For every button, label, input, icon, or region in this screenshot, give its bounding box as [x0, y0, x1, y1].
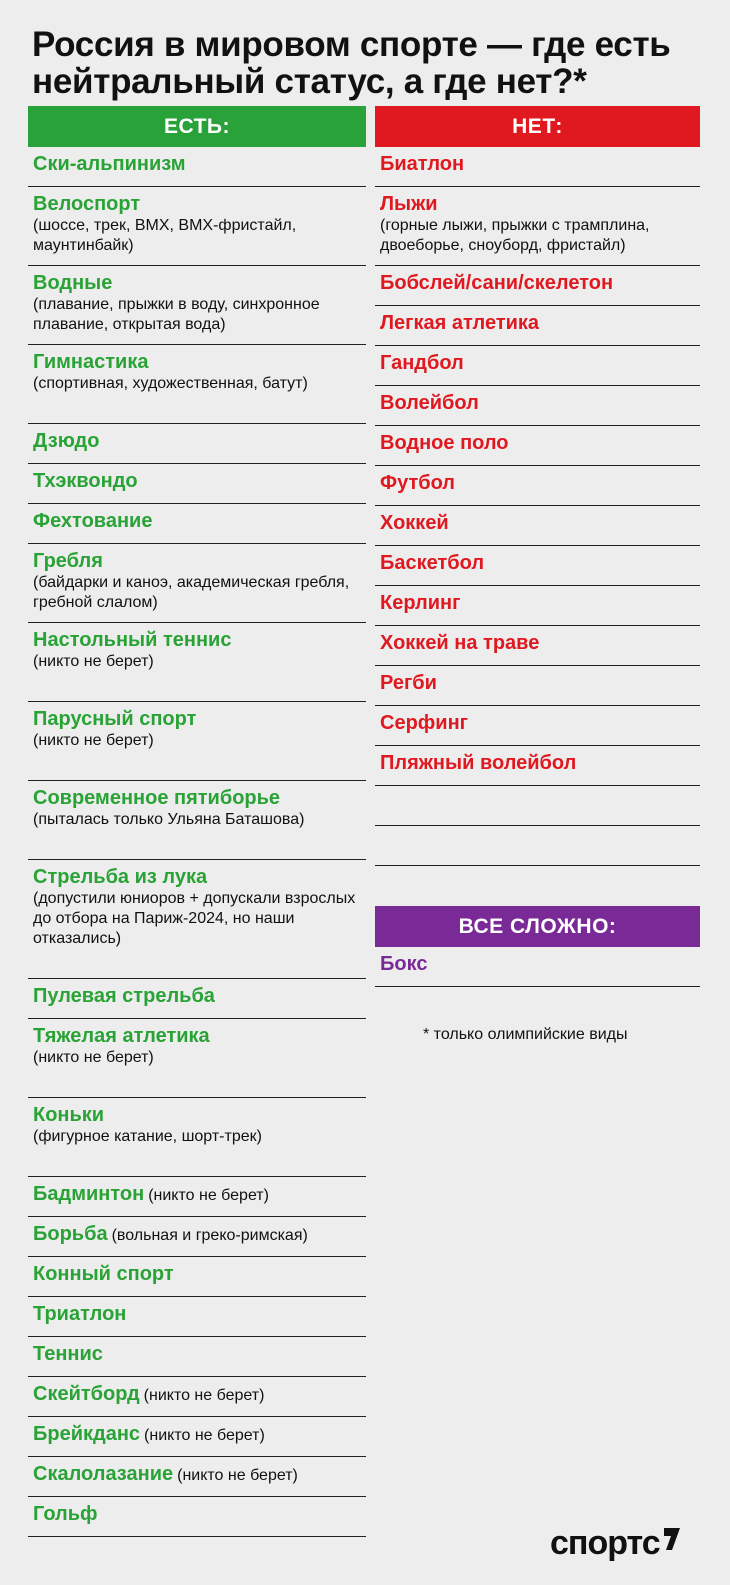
yes-row	[28, 464, 366, 504]
sport-subtitle: (горные лыжи, прыжки с трамплина, двоеборье, сноуборд, фристайл)	[380, 217, 650, 254]
yes-row	[28, 187, 366, 266]
sport-subtitle: (пыталась только Ульяна Баташова)	[33, 811, 305, 828]
sport-name: Футбол	[380, 472, 456, 494]
yes-row	[28, 1337, 366, 1377]
sport-name: Фехтование	[33, 510, 153, 532]
sport-name: Дзюдо	[33, 430, 100, 452]
sport-name: Биатлон	[380, 153, 465, 175]
no-row	[375, 466, 700, 506]
yes-row	[28, 424, 366, 464]
sport-name: Баскетбол	[380, 552, 485, 574]
yes-row	[28, 544, 366, 623]
sport-name: Керлинг	[380, 592, 461, 614]
no-row	[375, 506, 700, 546]
sport-name: Гребля	[33, 550, 103, 572]
sport-subtitle: (фигурное катание, шорт-трек)	[33, 1128, 262, 1145]
sport-name: Бадминтон (никто не берет)	[33, 1183, 269, 1205]
sport-note: (никто не берет)	[143, 1387, 265, 1404]
sport-name: Пулевая стрельба	[33, 985, 215, 1007]
column-yes-header: ЕСТЬ:	[28, 106, 366, 147]
yes-row	[28, 860, 366, 979]
yes-row	[28, 623, 366, 702]
yes-row	[28, 1177, 366, 1217]
mixed-row	[375, 947, 700, 987]
yes-row	[28, 266, 366, 345]
yes-row	[28, 1297, 366, 1337]
sport-name: Волейбол	[380, 392, 479, 414]
no-row	[375, 666, 700, 706]
column-mixed-header: ВСЕ СЛОЖНО:	[375, 906, 700, 947]
no-row	[375, 306, 700, 346]
sport-name: Лыжи	[380, 193, 438, 215]
logo-mark-icon	[662, 1526, 682, 1552]
footnote: * только олимпийские виды	[423, 1026, 628, 1043]
yes-row	[28, 1257, 366, 1297]
column-no-header: НЕТ:	[375, 106, 700, 147]
sport-name: Скейтборд (никто не берет)	[33, 1383, 265, 1405]
sport-name: Скалолазание (никто не берет)	[33, 1463, 298, 1485]
sport-name: Ски-альпинизм	[33, 153, 186, 175]
sport-subtitle: (никто не берет)	[33, 732, 154, 749]
no-row	[375, 626, 700, 666]
sport-name: Современное пятиборье	[33, 787, 281, 809]
brand-logo-text: спортс	[550, 1524, 660, 1562]
page-title: Россия в мировом спорте — где есть нейтральный статус, а где нет?*	[32, 25, 671, 101]
sport-name: Гандбол	[380, 352, 464, 374]
sport-name: Велоспорт	[33, 193, 141, 215]
sport-subtitle: (шоссе, трек, BMX, BMX-фристайл, маунтинбайк)	[33, 217, 297, 254]
sport-name: Тяжелая атлетика	[33, 1025, 210, 1047]
sport-name: Регби	[380, 672, 437, 694]
yes-row	[28, 147, 366, 187]
yes-row	[28, 1217, 366, 1257]
sport-name: Парусный спорт	[33, 708, 197, 730]
sport-name: Серфинг	[380, 712, 468, 734]
sport-subtitle: (спортивная, художественная, батут)	[33, 375, 308, 392]
no-row	[375, 386, 700, 426]
sport-name: Конный спорт	[33, 1263, 174, 1285]
yes-row	[28, 504, 366, 544]
sport-note: (никто не берет)	[144, 1427, 265, 1444]
no-row	[375, 826, 700, 866]
no-row	[375, 426, 700, 466]
no-row	[375, 147, 700, 187]
yes-row	[28, 345, 366, 424]
sport-name: Настольный теннис	[33, 629, 232, 651]
sport-name: Тхэквондо	[33, 470, 138, 492]
yes-row	[28, 1098, 366, 1177]
sport-name: Бокс	[380, 953, 428, 975]
sport-subtitle: (допустили юниоров + допускали взрослых до отбора на Париж-2024, но наши отказались)	[33, 890, 356, 947]
no-row	[375, 346, 700, 386]
no-row	[375, 586, 700, 626]
sport-name: Брейкданс (никто не берет)	[33, 1423, 265, 1445]
sport-note: (никто не берет)	[148, 1187, 269, 1204]
sport-name: Гимнастика	[33, 351, 149, 373]
sport-subtitle: (байдарки и каноэ, академическая гребля, гребной слалом)	[33, 574, 350, 611]
no-row	[375, 746, 700, 786]
sport-subtitle: (никто не берет)	[33, 1049, 154, 1066]
yes-row	[28, 979, 366, 1019]
sport-note: (вольная и греко-римская)	[111, 1227, 308, 1244]
sport-name: Борьба (вольная и греко-римская)	[33, 1223, 308, 1245]
sport-name: Стрельба из лука	[33, 866, 208, 888]
yes-row	[28, 1417, 366, 1457]
sport-subtitle: (плавание, прыжки в воду, синхронное плавание, открытая вода)	[33, 296, 320, 333]
sport-name: Бобслей/сани/скелетон	[380, 272, 614, 294]
no-row	[375, 266, 700, 306]
sport-note: (никто не берет)	[177, 1467, 298, 1484]
yes-row	[28, 1497, 366, 1537]
sport-subtitle: (никто не берет)	[33, 653, 154, 670]
yes-row	[28, 781, 366, 860]
sport-name: Триатлон	[33, 1303, 127, 1325]
sport-name: Легкая атлетика	[380, 312, 540, 334]
yes-row	[28, 1377, 366, 1417]
sport-name: Пляжный волейбол	[380, 752, 577, 774]
no-row	[375, 546, 700, 586]
brand-logo	[550, 1524, 682, 1563]
no-row	[375, 187, 700, 266]
sport-name: Хоккей на траве	[380, 632, 540, 654]
column-mixed	[375, 906, 700, 987]
sport-name: Водное поло	[380, 432, 509, 454]
sport-name: Гольф	[33, 1503, 98, 1525]
no-row	[375, 786, 700, 826]
sport-name: Коньки	[33, 1104, 105, 1126]
sport-name: Теннис	[33, 1343, 103, 1365]
sport-name: Хоккей	[380, 512, 449, 534]
column-no	[375, 106, 700, 866]
column-yes	[28, 106, 366, 1537]
yes-row	[28, 702, 366, 781]
yes-row	[28, 1019, 366, 1098]
no-row	[375, 706, 700, 746]
sport-name: Водные	[33, 272, 113, 294]
yes-row	[28, 1457, 366, 1497]
